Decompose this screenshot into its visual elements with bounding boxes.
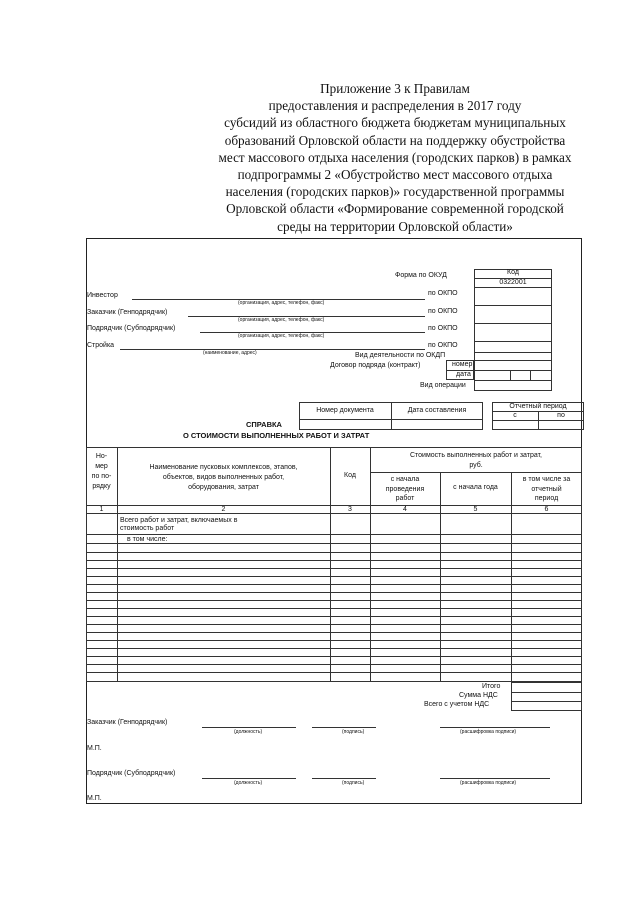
divider xyxy=(530,370,531,380)
period-to-label: по xyxy=(557,412,565,419)
divider xyxy=(510,370,511,380)
divider xyxy=(474,352,552,353)
table-row xyxy=(86,568,582,569)
position-line[interactable] xyxy=(202,778,296,779)
divider xyxy=(474,305,552,306)
customer-sign-label: Заказчик (Генподрядчик) xyxy=(87,719,168,726)
org-hint: (организация, адрес, телефон, факс) xyxy=(238,317,325,323)
header-line: Приложение 3 к Правилам xyxy=(320,81,470,96)
table-row xyxy=(86,534,582,535)
signature-hint: (подпись) xyxy=(342,780,365,786)
table-row xyxy=(86,616,582,617)
title-spravka: СПРАВКА xyxy=(246,420,282,429)
table-row xyxy=(86,600,582,601)
table-row xyxy=(86,576,582,577)
divider xyxy=(370,472,582,473)
table-row xyxy=(86,632,582,633)
okud-value: 0322001 xyxy=(499,279,527,286)
signature-line[interactable] xyxy=(312,727,376,728)
divider xyxy=(474,370,552,371)
table-row xyxy=(86,584,582,585)
col-period-header: в том числе за отчетный период xyxy=(522,476,571,502)
position-hint: (должность) xyxy=(234,729,263,735)
title-subtitle: О СТОИМОСТИ ВЫПОЛНЕННЫХ РАБОТ И ЗАТРАТ xyxy=(183,431,370,440)
doc-number-label: Номер документа xyxy=(316,407,374,414)
site-line[interactable] xyxy=(120,349,425,350)
okpo-label: по ОКПО xyxy=(428,290,458,297)
okpo-label: по ОКПО xyxy=(428,342,458,349)
row-total-label: Всего работ и затрат, включаемых в xyxy=(120,517,238,524)
table-row xyxy=(86,624,582,625)
period-from-label: с xyxy=(513,412,517,419)
divider xyxy=(474,380,552,381)
investor-label: Инвестор xyxy=(87,292,118,299)
operation-label: Вид операции xyxy=(420,382,466,389)
divider xyxy=(511,701,582,702)
number-label: номер xyxy=(452,361,473,368)
site-label: Стройка xyxy=(87,342,115,349)
row-incl-label: в том числе: xyxy=(127,536,168,543)
header-line: среды на территории Орловской области» xyxy=(277,218,513,234)
with-nds-label: Всего с учетом НДС xyxy=(424,701,490,708)
header-line: подпрограммы 2 «Обустройство мест массового отдыха xyxy=(237,167,553,183)
site-hint: (наименование, адрес) xyxy=(203,350,257,356)
org-hint: (организация, адрес, телефон, факс) xyxy=(238,300,325,306)
appendix-header xyxy=(180,80,610,235)
table-row xyxy=(86,656,582,657)
header-line: населения (городских парков)» государственной программы xyxy=(225,184,565,200)
col-num-header: Но- мер по по- рядку xyxy=(91,453,112,490)
table-row xyxy=(86,608,582,609)
col-index: 1 xyxy=(99,506,104,513)
header-line: предоставления и распределения в 2017 году xyxy=(268,98,522,114)
table-row xyxy=(86,552,582,553)
divider xyxy=(511,472,512,682)
divider xyxy=(474,360,552,361)
decode-hint: (расшифровка подписи) xyxy=(460,729,517,735)
col-code-header: Код xyxy=(344,472,356,479)
col-year-header: с начала года xyxy=(453,484,498,491)
totals-box xyxy=(511,682,582,711)
signature-hint: (подпись) xyxy=(342,729,365,735)
divider xyxy=(474,341,552,342)
divider xyxy=(474,323,552,324)
divider xyxy=(330,447,331,682)
okpo-label: по ОКПО xyxy=(428,325,458,332)
decode-hint: (расшифровка подписи) xyxy=(460,780,517,786)
mp-label: М.П. xyxy=(87,795,102,802)
mp-label: М.П. xyxy=(87,745,102,752)
okdp-label: Вид деятельности по ОКДП xyxy=(355,352,446,359)
decode-line[interactable] xyxy=(440,727,550,728)
col-index: 5 xyxy=(473,506,478,513)
divider xyxy=(511,692,582,693)
table-row xyxy=(86,648,582,649)
row-total-label-2: стоимость работ xyxy=(120,525,175,532)
divider xyxy=(440,472,441,682)
table-row xyxy=(86,664,582,665)
table-row xyxy=(86,560,582,561)
contract-label: Договор подряда (контракт) xyxy=(330,362,421,369)
itogo-label: Итого xyxy=(482,683,501,690)
col-index: 3 xyxy=(348,506,352,513)
okud-label: Форма по ОКУД xyxy=(395,272,447,279)
header-line: образований Орловской области на поддержку обустройства xyxy=(224,132,566,148)
org-hint: (организация, адрес, телефон, факс) xyxy=(238,333,325,339)
customer-label: Заказчик (Генподрядчик) xyxy=(87,309,168,316)
decode-line[interactable] xyxy=(440,778,550,779)
divider xyxy=(474,287,552,288)
date-label: дата xyxy=(456,371,471,378)
header-line: мест массового отдыха населения (городских парков) в рамках xyxy=(218,149,572,165)
header-line: Орловской области «Формирование современной городской xyxy=(226,201,564,217)
okpo-label: по ОКПО xyxy=(428,308,458,315)
col-index: 6 xyxy=(544,506,549,513)
col-start-header: с начала проведения работ xyxy=(385,476,425,502)
contractor-label: Подрядчик (Субподрядчик) xyxy=(87,325,176,332)
code-header: Код xyxy=(507,269,519,276)
position-line[interactable] xyxy=(202,727,296,728)
signature-line[interactable] xyxy=(312,778,376,779)
col-index: 4 xyxy=(403,506,407,513)
table-row xyxy=(86,592,582,593)
period-label: Отчетный период xyxy=(509,403,567,410)
doc-date-label: Дата составления xyxy=(407,407,467,414)
contractor-sign-label: Подрядчик (Субподрядчик) xyxy=(87,770,176,777)
col-cost-header: Стоимость выполненных работ и затрат, руб. xyxy=(409,452,543,469)
table-row xyxy=(86,672,582,673)
header-line: субсидий из областного бюджета бюджетам муниципальных xyxy=(224,115,566,131)
nds-label: Сумма НДС xyxy=(459,692,498,699)
position-hint: (должность) xyxy=(234,780,263,786)
col-index: 2 xyxy=(221,506,226,513)
col-name-header: Наименование пусковых комплексов, этапов, объектов, видов выполненных работ, оборудования, затрат xyxy=(149,464,298,491)
table-row xyxy=(86,640,582,641)
